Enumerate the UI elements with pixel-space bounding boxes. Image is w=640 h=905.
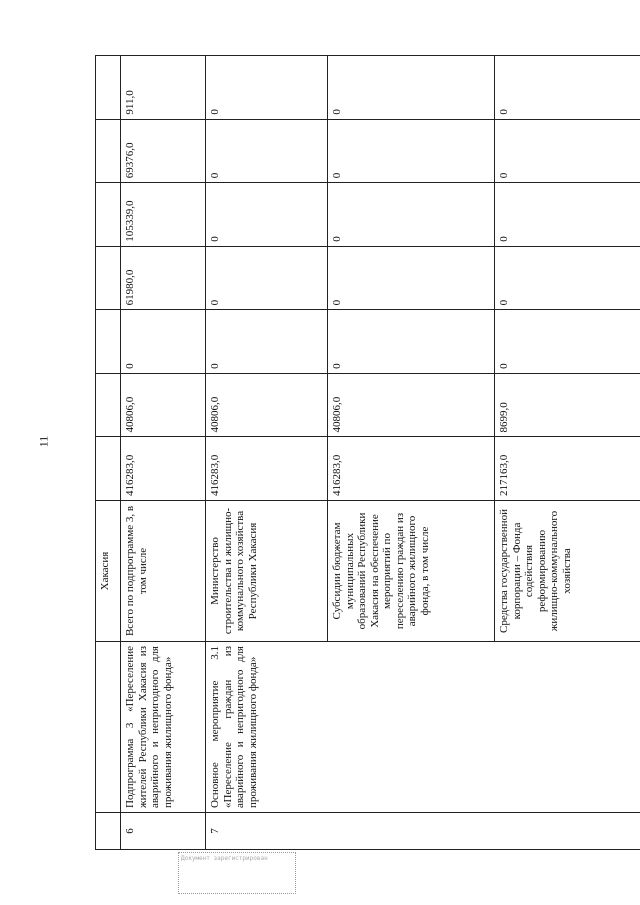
value-cell: 0 [495, 246, 640, 310]
header-name-cell [96, 642, 121, 813]
value-cell: 8699,0 [495, 373, 640, 437]
row-number: 6 [121, 813, 206, 850]
header-region-cell: Хакасия [96, 501, 121, 642]
value-cell: 0 [206, 310, 328, 374]
row-source: Субсидии бюджетам муниципальных образований Республики Хакасия на обеспечение мероприятий по переселению граждан из аварийного жилищного фонда, в том числе [328, 501, 495, 642]
value-cell: 61980,0 [121, 246, 206, 310]
value-cell: 0 [328, 119, 495, 183]
value-cell: 0 [206, 183, 328, 247]
value-cell: 0 [495, 310, 640, 374]
header-value-cell [96, 373, 121, 437]
rotated-table-wrapper [95, 55, 625, 850]
row-source: Средства государственной корпорации – Фонда содействия реформированию жилищно-коммунального хозяйства [495, 501, 640, 642]
header-num-cell [96, 813, 121, 850]
value-cell: 416283,0 [121, 437, 206, 501]
header-value-cell [96, 310, 121, 374]
value-cell: 40806,0 [121, 373, 206, 437]
value-cell: 40806,0 [206, 373, 328, 437]
header-value-cell [96, 56, 121, 120]
value-cell: 0 [328, 246, 495, 310]
header-value-cell [96, 119, 121, 183]
row-name: Основное мероприятие 3.1 «Переселение граждан из аварийного и непригодного для проживания жилищного фонда» [206, 642, 640, 813]
value-cell: 40806,0 [328, 373, 495, 437]
value-cell: 0 [121, 310, 206, 374]
row-source: Министерство строительства и жилищно-коммунального хозяйства Республики Хакасия [206, 501, 328, 642]
row-name: Подпрограмма 3 «Переселение жителей Республики Хакасия из аварийного и непригодного для проживания жилищного фонда» [121, 642, 206, 813]
registration-stamp: Документ зарегистрирован [178, 852, 296, 894]
table-row [206, 56, 328, 850]
value-cell: 217163,0 [495, 437, 640, 501]
row-source: Всего по подпрограмме 3, в том числе [121, 501, 206, 642]
value-cell: 0 [206, 246, 328, 310]
value-cell: 0 [495, 56, 640, 120]
value-cell: 69376,0 [121, 119, 206, 183]
value-cell: 0 [328, 183, 495, 247]
value-cell: 911,0 [121, 56, 206, 120]
header-value-cell [96, 183, 121, 247]
value-cell: 0 [495, 183, 640, 247]
value-cell: 416283,0 [328, 437, 495, 501]
page-number: 11 [36, 435, 51, 448]
value-cell: 105339,0 [121, 183, 206, 247]
program-table [95, 55, 640, 850]
value-cell: 0 [495, 119, 640, 183]
table-row [121, 56, 206, 850]
row-number: 7 [206, 813, 640, 850]
value-cell: 0 [206, 119, 328, 183]
value-cell: 416283,0 [206, 437, 328, 501]
header-row [96, 56, 121, 850]
header-value-cell [96, 246, 121, 310]
value-cell: 0 [206, 56, 328, 120]
value-cell: 0 [328, 310, 495, 374]
header-value-cell [96, 437, 121, 501]
value-cell: 0 [328, 56, 495, 120]
